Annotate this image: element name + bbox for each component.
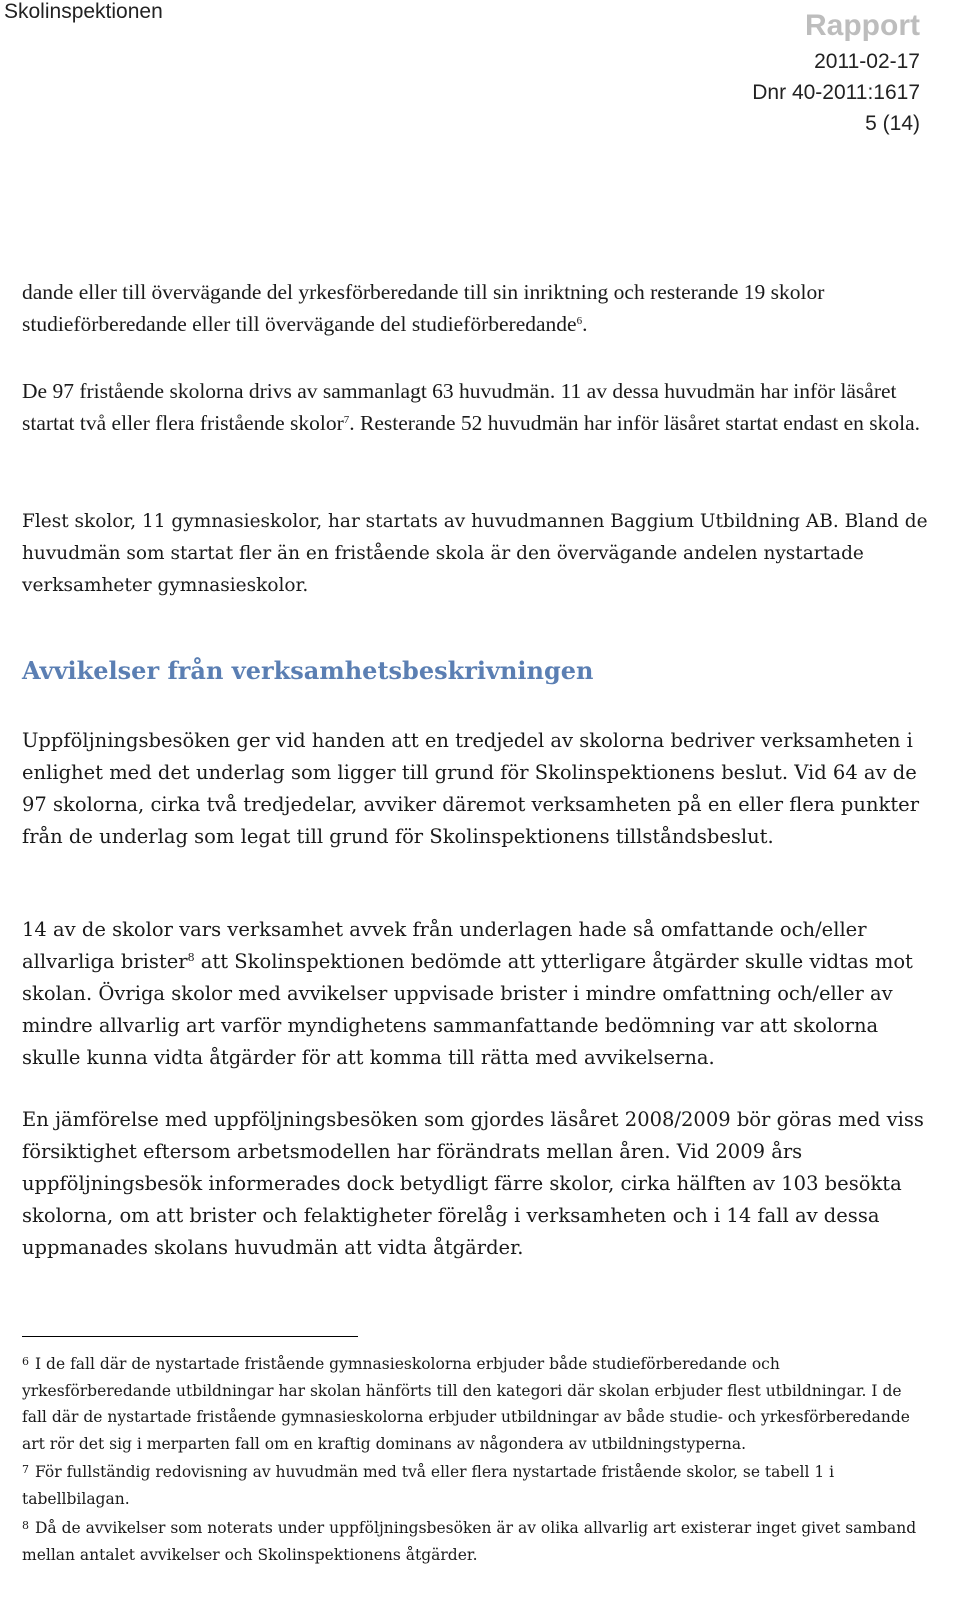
footnote-text: För fullständig redovisning av huvudmän med två eller flera nystartade fristående skolor, se tabell 1 i tabellbilagan. xyxy=(22,1463,835,1508)
footnote-number: 6 xyxy=(22,1355,29,1368)
paragraph-4: Uppföljningsbesöken ger vid handen att en tredjedel av skolorna bedriver verksamheten i enlighet med det underlag som ligger till grund för Skolinspektionens beslut. Vid 64 av de 97 skolorna, cirka två tredjedelar, avviker däremot verksamheten på en eller flera punkter från de underlag som legat till grund för Skolinspektionens tillståndsbeslut. xyxy=(22,729,920,848)
footnote-ref-6[interactable]: 6 xyxy=(576,314,583,327)
footnote-text: Då de avvikelser som noterats under uppföljningsbesöken är av olika allvarlig art existerar inget givet samband mellan antalet avvikelser och Skolinspektionens åtgärder. xyxy=(22,1519,917,1564)
footnote-number: 7 xyxy=(22,1463,29,1476)
section-heading: Avvikelser från verksamhetsbeskrivningen xyxy=(22,656,594,685)
paragraph-3: Flest skolor, 11 gymnasieskolor, har startats av huvudmannen Baggium Utbildning AB. Bland de huvudmän som startat fler än en fristående skola är den övervägande andelen nystartade verksamheter gymnasieskolor. xyxy=(22,511,928,596)
organization-name: Skolinspektionen xyxy=(4,0,163,23)
document-date: 2011-02-17 xyxy=(814,50,920,73)
paragraph-5: 14 av de skolor vars verksamhet avvek från underlagen hade så omfattande och/eller allvarliga brister$^8$ att Skolinspektionen bedömde att ytterligare åtgärder skulle vidtas mot skolan. Övriga skolor med avvikelser uppvisade brister i mindre omfattning och/eller av mindre allvarlig art varför myndighetens sammanfattande bedömning var att skolorna skulle kunna vidta åtgärder för att komma till rätta med avvikelserna. xyxy=(22,918,913,1069)
footnote-number: 8 xyxy=(22,1519,29,1532)
page-number: 5 (14) xyxy=(865,112,920,135)
footnote-6 xyxy=(22,1349,922,1457)
paragraph-6: En jämförelse med uppföljningsbesöken som gjordes läsåret 2008/2009 bör göras med viss försiktighet eftersom arbetsmodellen har förändrats mellan åren. Vid 2009 års uppföljningsbesök informerades dock betydligt färre skolor, cirka hälften av 103 besökta skolorna, om att brister och felaktigheter förelåg i verksamheten och i 14 fall av dessa uppmanades skolans huvudmän att vidta åtgärder. xyxy=(22,1108,924,1259)
footnote-text: I de fall där de nystartade fristående gymnasieskolorna erbjuder både studieförberedande och yrkesförberedande utbildningar har skolan hänförts till den kategori där skolan erbjuder flest utbildningar. I de fall där de nystartade fristående gymnasieskolorna erbjuder utbildningar av både studie- och yrkesförberedande art rör det sig i merparten fall om en kraftig dominans av någondera av utbildningstyperna. xyxy=(22,1355,910,1453)
footnote-separator xyxy=(22,1336,358,1337)
footnote-8 xyxy=(22,1513,922,1568)
footnote-ref-7[interactable]: 7 xyxy=(343,413,350,426)
document-type: Rapport xyxy=(805,9,920,42)
footnote-7 xyxy=(22,1457,922,1512)
paragraph-2: De 97 fristående skolorna drivs av sammanlagt 63 huvudmän. 11 av dessa huvudmän har inför läsåret startat två eller flera fristående skolor$^7$. Resterande 52 huvudmän har inför läsåret startat endast en skola. xyxy=(22,379,921,435)
document-header xyxy=(752,6,920,139)
paragraph-1: dande eller till övervägande del yrkesförberedande till sin inriktning och resterande 19 skolor studieförberedande eller till övervägande del studieförberedande$^6$. xyxy=(22,280,825,336)
document-number: Dnr 40-2011:1617 xyxy=(752,81,920,104)
footnote-ref-8[interactable]: 8 xyxy=(187,951,195,964)
